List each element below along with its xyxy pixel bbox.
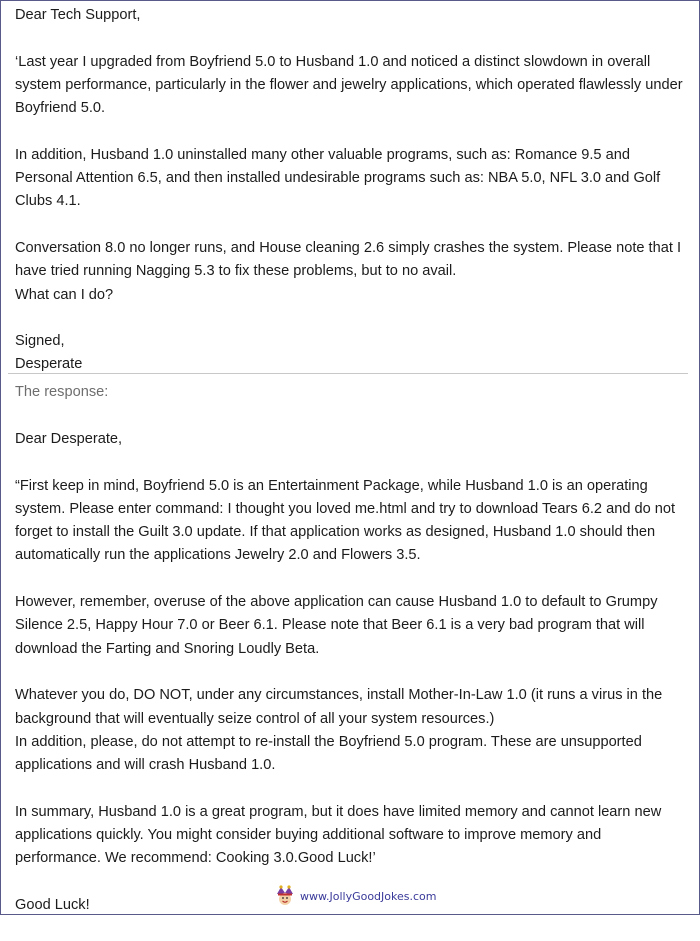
- response-summary: In summary, Husband 1.0 is a great program, but it does have limited memory and cannot learn new applications quickly. You might consider buying additional software to improve memory and performance. We recommend: Cooking 3.0.Good Luck!’: [15, 803, 662, 867]
- watermark-text: www.JollyGoodJokes.com: [300, 889, 437, 903]
- response-greeting: Dear Desperate,: [15, 431, 123, 447]
- letter-section: [15, 4, 691, 400]
- response-paragraph: “First keep in mind, Boyfriend 5.0 is an Entertainment Package, while Husband 1.0 is an operating system. Please enter command: I thought you loved me.html and try to download Tears 6.2 and do not forget to install the Guilt 3.0 update. If that application works as designed, Husband 1.0 should then automatically run the applications Jewelry 2.0 and Flowers 3.5.: [15, 477, 676, 564]
- response-label: The response:: [15, 384, 109, 400]
- letter-question: What can I do?: [15, 286, 114, 303]
- section-divider: [8, 373, 688, 374]
- letter-signer: Desperate: [15, 356, 83, 373]
- response-warning: Whatever you do, DO NOT, under any circumstances, install Mother-In-Law 1.0 (it runs a virus in the background that will eventually seize control of all your system resources.): [15, 687, 663, 727]
- response-paragraph: However, remember, overuse of the above application can cause Husband 1.0 to default to Grumpy Silence 2.5, Happy Hour 7.0 or Beer 6.1. Please note that Beer 6.1 is a very bad program that will download the Farting and Snoring Loudly Beta.: [15, 594, 658, 657]
- letter-paragraph: Conversation 8.0 no longer runs, and House cleaning 2.6 simply crashes the system. Please note that I have tried running Nagging 5.3 to fix these problems, but to no avail.: [15, 239, 682, 280]
- response-reinstall: In addition, please, do not attempt to re-install the Boyfriend 5.0 program. These are unsupported applications and will crash Husband 1.0.: [15, 733, 642, 774]
- response-section: [15, 428, 691, 941]
- letter-signoff: Signed,: [15, 333, 65, 350]
- letter-paragraph: ‘Last year I upgraded from Boyfriend 5.0 to Husband 1.0 and noticed a distinct slowdown in overall system performance, particularly in the flower and jewelry applications, which operated flawlessly under Boyfriend 5.0.: [15, 53, 683, 117]
- letter-paragraph: In addition, Husband 1.0 uninstalled many other valuable programs, such as: Romance 9.5 and Personal Attention 6.5, and then installed undesirable programs such as: NBA 5.0, NFL 3.0 and Golf Clubs 4.1.: [15, 146, 661, 210]
- jester-icon: [274, 885, 296, 907]
- letter-greeting: Dear Tech Support,: [15, 7, 141, 23]
- watermark: [270, 884, 440, 908]
- response-closing: Good Luck!: [15, 896, 90, 913]
